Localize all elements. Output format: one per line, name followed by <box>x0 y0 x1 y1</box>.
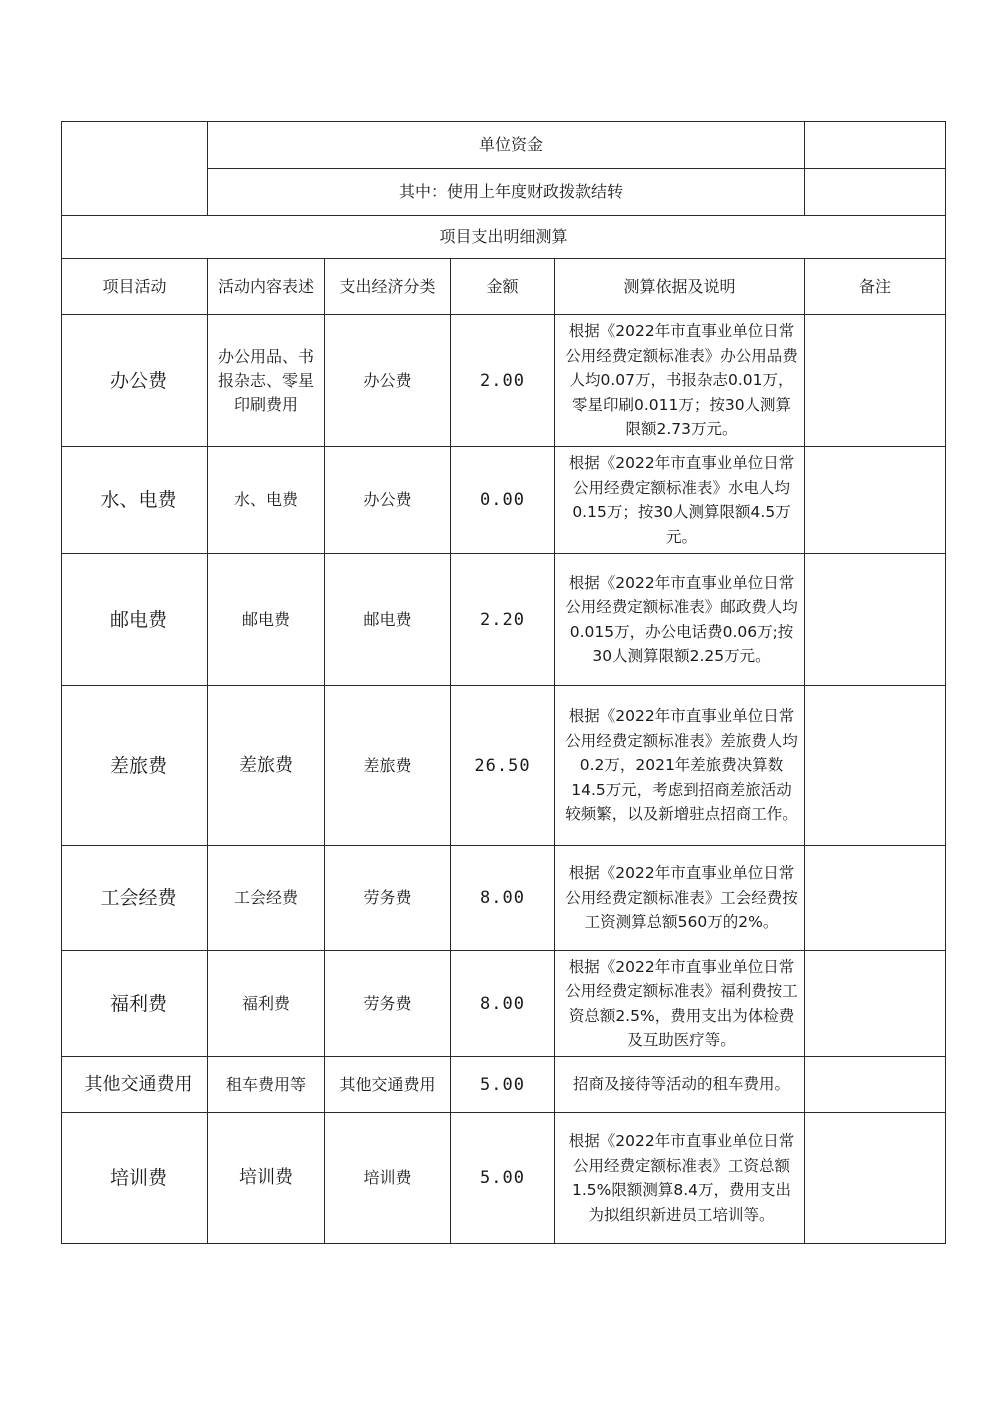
header-activity: 项目活动 <box>62 259 208 315</box>
table-row <box>62 846 946 951</box>
row-basis: 根据《2022年市直事业单位日常公用经费定额标准表》邮政费人均0.015万，办公电话费0.06万;按30人测算限额2.25万元。 <box>555 554 805 686</box>
row-basis: 根据《2022年市直事业单位日常公用经费定额标准表》工资总额1.5%限额测算8.4万，费用支出为拟组织新进员工培训等。 <box>555 1113 805 1244</box>
row-activity: 邮电费 <box>62 554 208 686</box>
row-basis: 根据《2022年市直事业单位日常公用经费定额标准表》水电人均0.15万；按30人测算限额4.5万元。 <box>555 447 805 554</box>
row-basis: 根据《2022年市直事业单位日常公用经费定额标准表》福利费按工资总额2.5%，费用支出为体检费及互助医疗等。 <box>555 951 805 1057</box>
row-note <box>805 951 946 1057</box>
header-basis: 测算依据及说明 <box>555 259 805 315</box>
row-category: 邮电费 <box>325 554 451 686</box>
row-activity: 差旅费 <box>62 686 208 846</box>
row-content: 邮电费 <box>208 554 325 686</box>
row-category: 差旅费 <box>325 686 451 846</box>
row-activity: 福利费 <box>62 951 208 1057</box>
row-basis: 招商及接待等活动的租车费用。 <box>555 1057 805 1113</box>
carryover-value <box>805 169 946 216</box>
row-note <box>805 846 946 951</box>
row-activity: 其他交通费用 <box>62 1057 208 1113</box>
row-category: 培训费 <box>325 1113 451 1244</box>
row-amount: 2.20 <box>451 554 555 686</box>
project-expenditure-table <box>61 121 946 1244</box>
row-note <box>805 1057 946 1113</box>
row-note <box>805 447 946 554</box>
row-content: 培训费 <box>208 1113 325 1244</box>
table-row <box>62 1113 946 1244</box>
row-note <box>805 686 946 846</box>
row-content: 差旅费 <box>208 686 325 846</box>
row-amount: 2.00 <box>451 315 555 447</box>
row-category: 劳务费 <box>325 951 451 1057</box>
row-note <box>805 315 946 447</box>
table-row <box>62 315 946 447</box>
table-row <box>62 686 946 846</box>
funding-blank-cell <box>62 122 208 216</box>
carryover-label: 其中：使用上年度财政拨款结转 <box>208 169 805 216</box>
row-basis: 根据《2022年市直事业单位日常公用经费定额标准表》工会经费按工资测算总额560万的2%。 <box>555 846 805 951</box>
header-category: 支出经济分类 <box>325 259 451 315</box>
detail-title: 项目支出明细测算 <box>62 216 946 259</box>
row-amount: 26.50 <box>451 686 555 846</box>
row-activity: 办公费 <box>62 315 208 447</box>
row-content: 租车费用等 <box>208 1057 325 1113</box>
table-row <box>62 951 946 1057</box>
row-amount: 8.00 <box>451 951 555 1057</box>
table-row <box>62 554 946 686</box>
row-activity: 工会经费 <box>62 846 208 951</box>
header-content: 活动内容表述 <box>208 259 325 315</box>
column-header-row <box>62 259 946 315</box>
row-category: 办公费 <box>325 315 451 447</box>
header-note: 备注 <box>805 259 946 315</box>
unit-funds-value <box>805 122 946 169</box>
detail-title-row <box>62 216 946 259</box>
row-category: 其他交通费用 <box>325 1057 451 1113</box>
header-amount: 金额 <box>451 259 555 315</box>
row-content: 水、电费 <box>208 447 325 554</box>
row-content: 办公用品、书报杂志、零星印刷费用 <box>208 315 325 447</box>
row-note <box>805 554 946 686</box>
row-content: 福利费 <box>208 951 325 1057</box>
row-basis: 根据《2022年市直事业单位日常公用经费定额标准表》办公用品费人均0.07万，书报杂志0.01万，零星印刷0.011万；按30人测算限额2.73万元。 <box>555 315 805 447</box>
row-amount: 5.00 <box>451 1057 555 1113</box>
row-amount: 5.00 <box>451 1113 555 1244</box>
row-amount: 8.00 <box>451 846 555 951</box>
table-row <box>62 447 946 554</box>
row-content: 工会经费 <box>208 846 325 951</box>
funding-row-unit <box>62 122 946 169</box>
table-row <box>62 1057 946 1113</box>
unit-funds-label: 单位资金 <box>208 122 805 169</box>
row-note <box>805 1113 946 1244</box>
row-activity: 水、电费 <box>62 447 208 554</box>
row-basis: 根据《2022年市直事业单位日常公用经费定额标准表》差旅费人均0.2万，2021年差旅费决算数14.5万元，考虑到招商差旅活动较频繁，以及新增驻点招商工作。 <box>555 686 805 846</box>
row-category: 劳务费 <box>325 846 451 951</box>
row-category: 办公费 <box>325 447 451 554</box>
row-amount: 0.00 <box>451 447 555 554</box>
row-activity: 培训费 <box>62 1113 208 1244</box>
